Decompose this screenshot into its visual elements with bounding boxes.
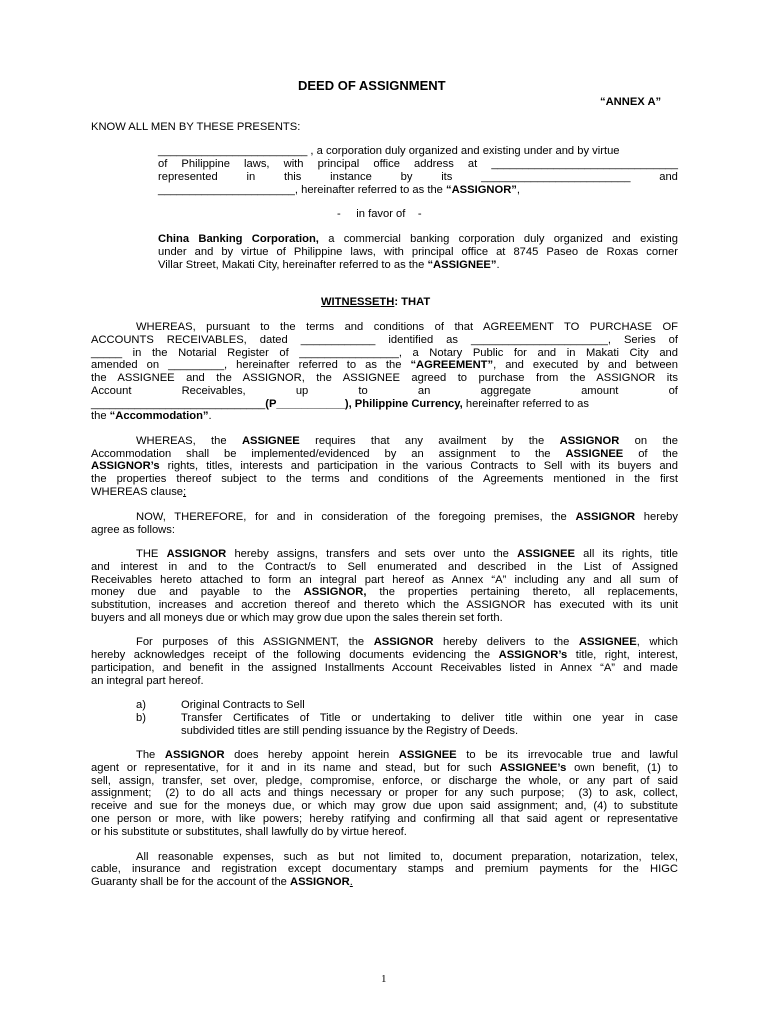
text: ______________________, hereinafter referred to as the xyxy=(158,184,446,196)
assignor-term: ASSIGNOR’s xyxy=(498,649,568,661)
text: . xyxy=(496,259,500,271)
assignor-term: ASSIGNOR’s xyxy=(91,460,160,472)
word: aggregate xyxy=(480,385,531,397)
line xyxy=(91,385,678,398)
list-item: Original Contracts to Sell xyxy=(181,699,305,711)
line: ACCOUNTS RECEIVABLES, dated ____________ identified as ______________________, Series of xyxy=(91,334,678,346)
line: All reasonable expenses, such as but not limited to, document preparation, notarization, telex, xyxy=(136,851,678,863)
word: this xyxy=(283,171,302,183)
word: Receivables, xyxy=(181,385,246,397)
word: amount xyxy=(581,385,619,397)
text: NOW, THEREFORE, for and in consideration of the foregoing premises, the xyxy=(136,511,576,523)
word: instance xyxy=(330,171,372,183)
assignor-term: ASSIGNOR xyxy=(575,511,636,523)
bank-name: China Banking Corporation, xyxy=(158,233,319,245)
line xyxy=(91,460,678,473)
text: : THAT xyxy=(394,296,431,308)
know-all-men: KNOW ALL MEN BY THESE PRESENTS: xyxy=(91,121,301,133)
line: the ASSIGNEE and the ASSIGNOR, the ASSIGNEE agreed to purchase from the ASSIGNOR its xyxy=(91,372,678,384)
text: on the xyxy=(619,435,678,447)
line: and interest in and to the Contract/s to Sell enumerated and described in the List of Assigned xyxy=(91,561,678,573)
text: hereby assigns, transfers and sets over unto the xyxy=(226,548,518,560)
line xyxy=(91,876,353,889)
line: _____ in the Notarial Register of ________________, a Notary Public for and in Makati City and xyxy=(91,347,678,359)
text: hereby acknowledges receipt of the following documents evidencing the xyxy=(91,649,499,661)
assignor-line-1: ________________________ , a corporation duly organized and existing under and by virtue xyxy=(158,145,620,157)
line: buyers and all moneys due or which may grow due upon the sales therein set forth. xyxy=(91,612,503,624)
line: substitution, increases and accretion thereof and thereto which the ASSIGNOR has executed with its unit xyxy=(91,599,678,611)
list-marker: a) xyxy=(136,699,146,711)
line: assignment; (2) to do all acts and things necessary or proper for any such purpose; (3) to ask, collect, xyxy=(91,787,678,799)
document-title: DEED OF ASSIGNMENT xyxy=(298,78,446,93)
line xyxy=(136,435,678,448)
text: all its rights, title xyxy=(574,548,678,560)
line: the properties thereof subject to the terms and conditions of the Agreements mentioned in the first xyxy=(91,473,678,485)
assignee-term: ASSIGNEE xyxy=(398,749,457,761)
assignee-term: “ASSIGNEE” xyxy=(427,259,497,271)
witnesseth-heading xyxy=(321,296,430,309)
assignor-term: ASSIGNOR xyxy=(166,548,227,560)
word: to xyxy=(358,385,368,397)
assignee-line-2: under and by virtue of Philippine laws, with principal office at 8745 Paseo de Roxas corner xyxy=(158,246,678,258)
line: one person or more, with like powers; hereby ratifying and confirming all that said agent or representative xyxy=(91,813,678,825)
line: agree as follows: xyxy=(91,524,175,536)
word: its xyxy=(441,171,453,183)
list-item: Transfer Certificates of Title or undertaking to deliver title within one year in case xyxy=(181,712,678,724)
list-item-continued: subdivided titles are still pending issuance by the Registry of Deeds. xyxy=(181,725,519,737)
text: requires that any availment by the xyxy=(299,435,560,447)
text: . xyxy=(208,410,212,422)
line xyxy=(136,511,678,524)
text: a commercial banking corporation duly organized and existing xyxy=(318,233,679,245)
word: in xyxy=(246,171,256,183)
text: the xyxy=(91,410,110,422)
word: of xyxy=(668,385,678,397)
assignee-term: ASSIGNEE xyxy=(241,435,300,447)
text: amended on _________, hereinafter referred to as the xyxy=(91,359,411,371)
text: money due and payable to the xyxy=(91,586,304,598)
line: cable, insurance and registration except documentary stamps and premium payments for the HIGC xyxy=(91,863,678,875)
text: WHEREAS clause xyxy=(91,486,184,498)
assignor-term: ASSIGNOR xyxy=(290,876,350,888)
text: own benefit, (1) to xyxy=(566,762,678,774)
amount-term: (P___________), Philippine Currency, xyxy=(265,398,463,410)
page-number: 1 xyxy=(381,973,387,985)
text: Accommodation shall be implemented/evidenced by an assignment to the xyxy=(91,448,566,460)
text: , which xyxy=(636,636,678,648)
assignee-term: ASSIGNEE xyxy=(517,548,575,560)
word: represented xyxy=(158,171,218,183)
line: Receivables hereto attached to form an integral part hereof as Annex “A” including any and all sum of xyxy=(91,574,678,586)
blank: ____________________________ xyxy=(91,398,266,410)
text: title, right, interest, xyxy=(567,649,679,661)
assignor-term: “ASSIGNOR” xyxy=(446,184,517,196)
assignor-term: ASSIGNOR, xyxy=(303,586,367,598)
text: does hereby appoint herein xyxy=(224,749,399,761)
word: by xyxy=(400,171,413,183)
text: Villar Street, Makati City, hereinafter referred to as the xyxy=(158,259,428,271)
annex-header: “ANNEX A” xyxy=(600,96,662,108)
line: WHEREAS, pursuant to the terms and conditions of that AGREEMENT TO PURCHASE OF xyxy=(136,321,678,333)
assignor-term: ASSIGNOR xyxy=(373,636,434,648)
assignee-term: ASSIGNEE’s xyxy=(499,762,567,774)
assignee-term: ASSIGNEE xyxy=(565,448,624,460)
assignor-term: ASSIGNOR xyxy=(164,749,225,761)
line xyxy=(91,586,678,599)
text: hereby delivers to the xyxy=(433,636,579,648)
text: WHEREAS, the xyxy=(136,435,242,447)
assignee-term: ASSIGNEE xyxy=(578,636,637,648)
line: sell, assign, transfer, set over, pledge, compromise, enforce, or discharge the whole, or any part of said xyxy=(91,775,678,787)
assignor-line-4 xyxy=(158,184,520,197)
text: the properties pertaining thereto, all replacements, xyxy=(366,586,678,598)
text: ; xyxy=(183,486,187,498)
assignee-line-3 xyxy=(158,259,500,272)
blank: ________________________ xyxy=(481,171,631,183)
line: receive and sue for the moneys due, or which may grow due upon said assignment; and, (4) to substitute xyxy=(91,800,678,812)
text: . xyxy=(349,876,353,888)
text: The xyxy=(136,749,165,761)
assignor-term: ASSIGNOR xyxy=(559,435,620,447)
line xyxy=(91,398,589,411)
line: participation, and benefit in the assigned Installments Account Receivables listed in Annex “A” and made xyxy=(91,662,678,674)
line: or his substitute or substitutes, shall lawfully do by virtue hereof. xyxy=(91,826,407,838)
line xyxy=(91,762,678,775)
assignor-line-3 xyxy=(158,171,678,184)
list-marker: b) xyxy=(136,712,146,724)
line xyxy=(91,486,186,499)
text: , and executed by and between xyxy=(493,359,678,371)
text: hereby xyxy=(635,511,678,523)
text: Guaranty shall be for the account of the xyxy=(91,876,291,888)
agreement-term: “AGREEMENT” xyxy=(410,359,494,371)
line: an integral part hereof. xyxy=(91,675,204,687)
line xyxy=(136,636,678,649)
text: THE xyxy=(136,548,167,560)
assignor-line-2: of Philippine laws, with principal office address at ______________________________ xyxy=(158,158,678,170)
in-favor-of: - in favor of - xyxy=(337,208,422,220)
line xyxy=(91,649,678,662)
line xyxy=(91,359,678,372)
text: of the xyxy=(623,448,678,460)
text: , xyxy=(516,184,520,196)
text: For purposes of this ASSIGNMENT, the xyxy=(136,636,374,648)
text: agent or representative, for it and in its name and stead, but for such xyxy=(91,762,500,774)
line xyxy=(136,749,678,762)
line xyxy=(136,548,678,561)
text: rights, titles, interests and participation in the various Contracts to Sell with its buyers and xyxy=(159,460,678,472)
line xyxy=(91,410,212,423)
text: hereinafter referred to as xyxy=(462,398,589,410)
accommodation-term: “Accommodation” xyxy=(109,410,209,422)
word: Account xyxy=(91,385,132,397)
text: to be its irrevocable true and lawful xyxy=(456,749,678,761)
witnesseth-word: WITNESSETH xyxy=(321,296,395,308)
assignee-line-1 xyxy=(158,233,678,246)
word: and xyxy=(659,171,678,183)
word: an xyxy=(417,385,431,397)
word: up xyxy=(295,385,309,397)
line xyxy=(91,448,678,461)
